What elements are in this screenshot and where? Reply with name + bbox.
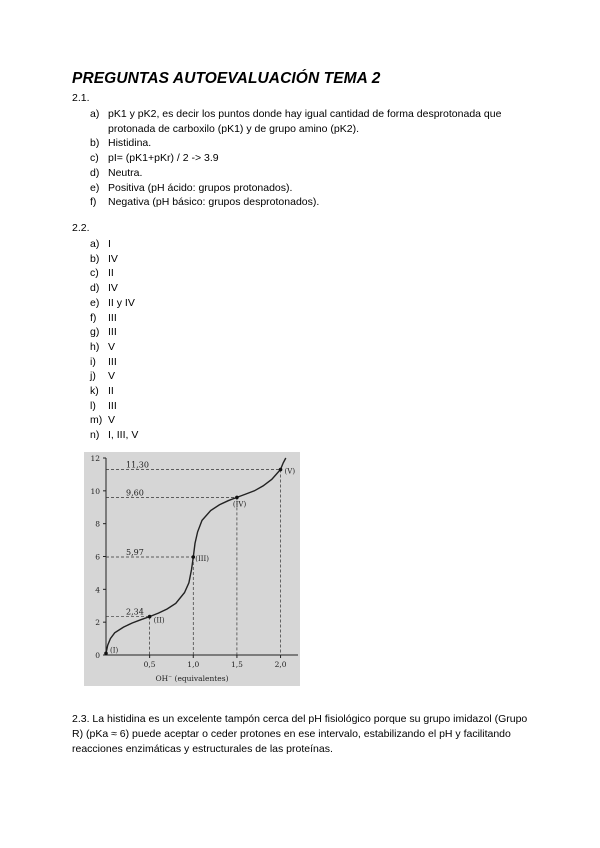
list-item-text: V: [108, 370, 116, 383]
y-tick-label: 12: [90, 454, 100, 463]
list-item: [72, 281, 532, 296]
answer-list-2-2: [72, 237, 532, 443]
list-item: [72, 296, 532, 311]
list-marker: e): [90, 296, 100, 309]
list-marker: n): [90, 429, 100, 442]
list-item-text: IV: [108, 282, 118, 295]
list-item: [72, 136, 532, 151]
titration-curve-figure: [84, 452, 300, 686]
list-item: [72, 325, 532, 340]
list-marker: g): [90, 326, 100, 339]
list-item-text: Negativa (pH básico: grupos desprotonados).: [108, 196, 320, 209]
list-item-text: III: [108, 355, 117, 368]
list-item-text: I: [108, 238, 111, 250]
list-item: [72, 266, 532, 281]
list-item-text: pK1 y pK2, es decir los puntos donde hay igual cantidad de forma desprotonada que protonada de carboxilo (pK1) y de grupo amino (pK2).: [108, 108, 502, 135]
y-tick-label: 8: [95, 519, 100, 529]
ph-value-annotation: 9,60: [126, 488, 144, 498]
ph-value-annotation: 2,34: [126, 607, 144, 617]
list-item-text: III: [108, 311, 117, 324]
point-label: (II): [153, 616, 165, 625]
list-marker: d): [90, 166, 100, 179]
list-marker: a): [90, 108, 100, 120]
list-marker: l): [90, 399, 96, 412]
list-item: [72, 399, 532, 414]
list-marker: i): [90, 355, 96, 368]
list-item: [72, 151, 532, 166]
x-tick-label: 0,5: [143, 660, 156, 669]
question-number-2-1: 2.1.: [72, 92, 90, 104]
list-item-text: pI= (pK1+pKr) / 2 -> 3.9: [108, 152, 219, 165]
ph-value-annotation: 5,97: [126, 547, 144, 557]
point-label: (V): [284, 467, 296, 476]
list-item: [72, 107, 532, 136]
list-item: [72, 384, 532, 399]
list-marker: c): [90, 267, 99, 280]
list-marker: c): [90, 152, 99, 165]
list-marker: e): [90, 181, 100, 194]
y-tick-label: 0: [95, 651, 100, 660]
list-item-text: II: [108, 385, 114, 398]
list-item-text: V: [108, 414, 116, 427]
list-item: [72, 252, 532, 267]
y-tick-label: 6: [95, 552, 100, 562]
list-marker: j): [90, 370, 96, 383]
x-tick-label: 1,0: [187, 660, 200, 669]
question-number-2-2: 2.2.: [72, 222, 90, 234]
list-item: [72, 166, 532, 181]
list-item-text: II y IV: [108, 296, 135, 309]
list-item: [72, 369, 532, 384]
list-item: [72, 311, 532, 326]
x-tick-label: 2,0: [274, 660, 287, 669]
list-item-text: Positiva (pH ácido: grupos protonados).: [108, 181, 293, 194]
list-item: [72, 237, 532, 252]
point-label: (III): [195, 554, 210, 563]
list-item: [72, 428, 532, 443]
curve-point: [235, 496, 239, 500]
list-item: [72, 355, 532, 370]
list-item-text: II: [108, 267, 114, 280]
list-marker: b): [90, 252, 100, 265]
point-label: (I): [110, 646, 119, 655]
y-tick-label: 4: [95, 585, 100, 595]
list-item: [72, 181, 532, 196]
list-item-text: III: [108, 326, 117, 339]
list-item-text: V: [108, 340, 116, 353]
page-title: PREGUNTAS AUTOEVALUACIÓN TEMA 2: [72, 70, 381, 87]
list-item-text: Histidina.: [108, 137, 152, 150]
list-marker: m): [90, 414, 103, 427]
y-tick-label: 10: [90, 486, 100, 496]
x-axis-label: OH⁻ (equivalentes): [155, 674, 229, 683]
x-tick-label: 1,5: [230, 660, 243, 669]
list-marker: k): [90, 385, 99, 398]
point-label: (IV): [232, 500, 247, 509]
list-item-text: I, III, V: [108, 429, 139, 442]
list-marker: f): [90, 311, 97, 324]
titration-chart: [84, 452, 300, 686]
curve-point: [104, 652, 108, 656]
list-item: [72, 413, 532, 428]
curve-point: [279, 468, 283, 472]
list-item-text: Neutra.: [108, 166, 143, 179]
answer-2-3: 2.3. La histidina es un excelente tampón cerca del pH fisiológico porque su grupo imidazol (Grupo R) (pKa ≈ 6) puede aceptar o ceder protones en ese intervalo, estabilizando el pH y facilitando reacciones enzimáticas y estructurales de las proteínas.: [72, 713, 528, 755]
list-marker: d): [90, 282, 100, 295]
list-marker: f): [90, 196, 97, 209]
list-item: [72, 195, 532, 210]
list-marker: a): [90, 238, 100, 250]
list-item-text: III: [108, 399, 117, 412]
curve-point: [148, 615, 152, 619]
ph-value-annotation: 11,30: [126, 460, 149, 470]
list-item: [72, 340, 532, 355]
list-marker: b): [90, 137, 100, 150]
list-marker: h): [90, 340, 100, 353]
answer-list-2-1: [72, 107, 532, 210]
y-tick-label: 2: [95, 618, 100, 628]
list-item-text: IV: [108, 252, 118, 265]
